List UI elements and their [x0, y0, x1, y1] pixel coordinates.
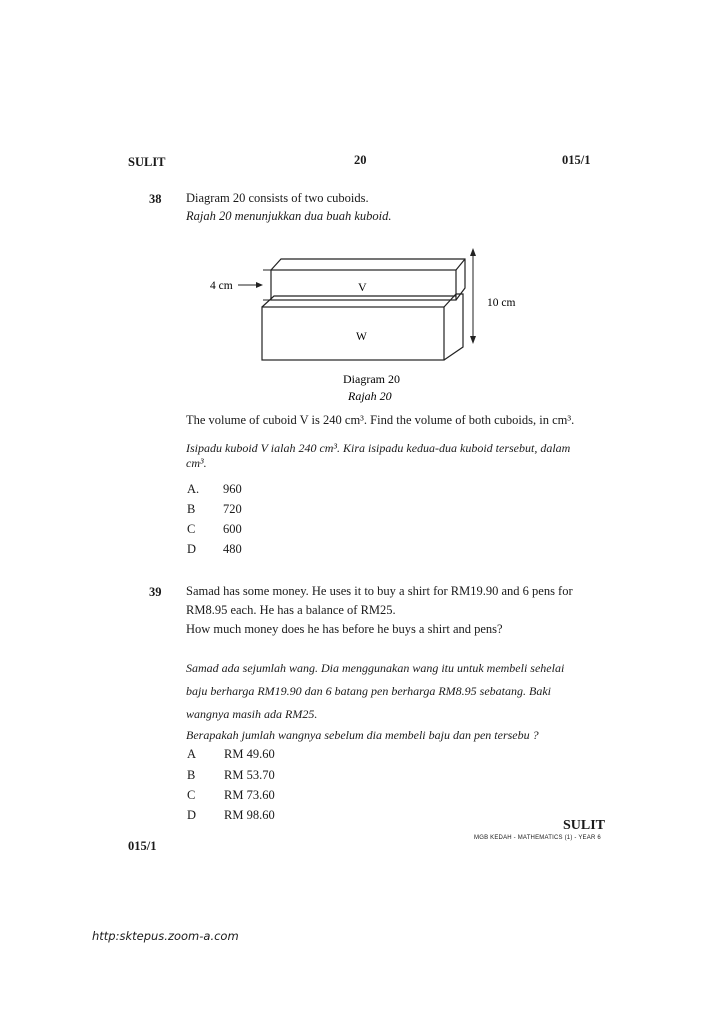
header-sulit: SULIT	[128, 155, 166, 169]
caption-ms: Rajah 20	[348, 389, 392, 403]
q38-option-a-letter: A.	[187, 482, 200, 496]
page-number: 20	[354, 153, 367, 167]
question-38-text-en: The volume of cuboid V is 240 cm³. Find the volume of both cuboids, in cm³.	[186, 413, 575, 427]
question-39-ms-3: wangnya masih ada RM25.	[186, 707, 318, 721]
q39-option-c-value: RM 73.60	[224, 788, 275, 802]
question-39-ms-2: baju berharga RM19.90 dan 6 batang pen berharga RM8.95 sebatang. Baki	[186, 684, 551, 698]
question-39-en-1: Samad has some money. He uses it to buy a shirt for RM19.90 and 6 pens for	[186, 584, 573, 598]
paper-code: 015/1	[562, 153, 591, 167]
q39-option-b-value: RM 53.70	[224, 768, 275, 782]
question-38-number: 38	[149, 192, 162, 206]
label-10cm: 10 cm	[487, 297, 516, 309]
caption-en: Diagram 20	[343, 372, 400, 386]
question-39-ms-1: Samad ada sejumlah wang. Dia menggunakan wang itu untuk membeli sehelai	[186, 661, 565, 675]
question-38-intro-ms: Rajah 20 menunjukkan dua buah kuboid.	[186, 209, 392, 223]
cuboid-diagram	[0, 0, 728, 420]
question-39-en-3: How much money does he has before he buys a shirt and pens?	[186, 622, 503, 636]
q39-option-c-letter: C	[187, 788, 196, 802]
dim-10cm-head-top	[470, 248, 476, 256]
q39-option-d-value: RM 98.60	[224, 808, 275, 822]
question-38-text-ms-1: Isipadu kuboid V ialah 240 cm³. Kira isipadu kedua-dua kuboid tersebut, dalam	[186, 441, 571, 455]
q38-option-d-value: 480	[223, 542, 242, 556]
q38-option-c-letter: C	[187, 522, 196, 536]
footer-note: MGB KEDAH - MATHEMATICS (1) - YEAR 6	[474, 835, 601, 841]
question-39-ms-4: Berapakah jumlah wangnya sebelum dia membeli baju dan pen tersebu ?	[186, 728, 539, 742]
question-39-en-2: RM8.95 each. He has a balance of RM25.	[186, 603, 396, 617]
footer-code: 015/1	[128, 839, 157, 853]
label-v: V	[358, 280, 367, 294]
footer-sulit: SULIT	[563, 818, 606, 833]
label-4cm: 4 cm	[210, 280, 233, 292]
dim-10cm-head-bottom	[470, 336, 476, 344]
q39-option-a-letter: A	[187, 747, 197, 761]
question-39-number: 39	[149, 585, 162, 599]
label-w: W	[356, 331, 367, 343]
q38-option-c-value: 600	[223, 522, 242, 536]
q38-option-d-letter: D	[187, 542, 197, 556]
q39-option-a-value: RM 49.60	[224, 747, 275, 761]
arrow-4cm-head	[256, 282, 263, 288]
q39-option-d-letter: D	[187, 808, 197, 822]
q39-option-b-letter: B	[187, 768, 196, 782]
cuboid-w	[262, 294, 463, 360]
question-38-intro-en: Diagram 20 consists of two cuboids.	[186, 191, 369, 205]
cuboid-v	[271, 259, 465, 300]
question-38-text-ms-2: cm³.	[186, 456, 207, 470]
source-url: http:sktepus.zoom-a.com	[92, 929, 239, 943]
q38-option-b-value: 720	[223, 502, 242, 516]
q38-option-a-value: 960	[223, 482, 242, 496]
q38-option-b-letter: B	[187, 502, 196, 516]
